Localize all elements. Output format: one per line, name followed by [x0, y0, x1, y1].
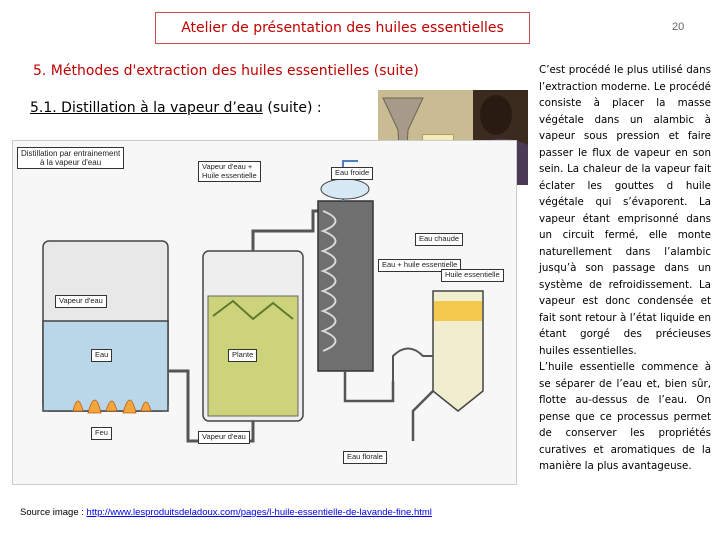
label-vapeur-huile-line2: Huile essentielle	[202, 170, 257, 180]
label-huile-essentielle: Huile essentielle	[441, 269, 504, 282]
label-vapeur-huile	[198, 161, 261, 182]
diagram-title	[17, 147, 124, 169]
source-caption	[20, 507, 432, 518]
section-title: 5. Méthodes d'extraction des huiles essentielles (suite)	[33, 63, 419, 79]
label-eau-chaude: Eau chaude	[415, 233, 463, 246]
diagram-title-line2: à la vapeur d'eau	[40, 158, 102, 168]
label-plante: Plante	[228, 349, 257, 362]
header-title: Atelier de présentation des huiles essentielles	[181, 20, 504, 36]
label-eau-froide: Eau froide	[331, 167, 373, 180]
side-text	[539, 62, 711, 475]
label-eau-huile: Eau + huile essentielle	[378, 259, 461, 272]
label-vapeur-deau-left: Vapeur d'eau	[55, 295, 107, 308]
distillation-diagram	[12, 140, 517, 485]
source-link[interactable]: http://www.lesproduitsdeladoux.com/pages/l-huile-essentielle-de-lavande-fine.html	[86, 507, 432, 518]
label-vapeur-huile-line1: Vapeur d'eau +	[202, 162, 253, 171]
header-title-box	[155, 12, 530, 44]
page-number: 20	[672, 21, 685, 33]
side-paragraph-2: L’huile essentielle commence à se séparer de l’eau et, bien sûr, flotte au-dessus de l’eau. On pense que ce processus permet de conserver les propriétés curatives et aromatiques de la manière la plus avantageuse.	[539, 361, 711, 472]
label-eau: Eau	[91, 349, 112, 362]
diagram-title-line1: Distillation par entrainement	[21, 149, 121, 158]
label-eau-florale: Eau florale	[343, 451, 387, 464]
label-vapeur-deau-bottom: Vapeur d'eau	[198, 431, 250, 444]
subsection-title-rest: (suite) :	[262, 100, 322, 116]
side-paragraph-1: C’est procédé le plus utilisé dans l’extraction moderne. Le procédé consiste à placer la masse végétale dans un alambic à vapeur sous pression et faire passer le flux de vapeur en son sein. La chaleur de la vapeur fait éclater les gouttes d huile végétale qui s’évaporent. La vapeur étant emprisonné dans un circuit fermé, elle monte naturellement dans l’alambic jusqu’à son passage dans un système de refroidissement. La vapeur est donc condensée et fait sont retour à l’état liquide en étant gorgé des précieuses huiles essentielles.	[539, 64, 711, 357]
subsection-title-underlined: 5.1. Distillation à la vapeur d’eau	[30, 100, 263, 116]
subsection-title	[30, 100, 322, 116]
distillation-diagram-drawing	[13, 141, 518, 486]
label-feu: Feu	[91, 427, 112, 440]
source-prefix: Source image :	[20, 507, 87, 518]
